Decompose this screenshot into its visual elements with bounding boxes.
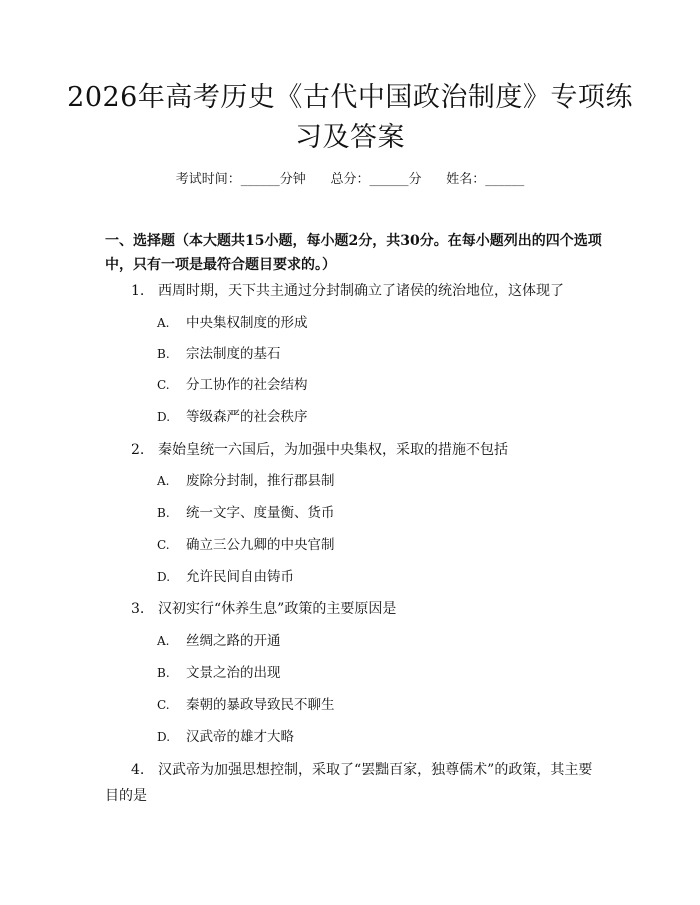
option-letter: B. [157, 506, 170, 520]
page-title: 2026年高考历史《古代中国政治制度》专项练习及答案 [67, 82, 633, 153]
option-2c[interactable] [157, 534, 335, 556]
section-heading: 一、选择题（本大题共15小题，每小题2分，共30分。在每小题列出的四个选项中，只有一项是最符合题目要求的。） [105, 233, 602, 273]
question-number: 2. [131, 442, 145, 458]
question-stem: 西周时期，天下共主通过分封制确立了诸侯的统治地位，这体现了 [158, 283, 564, 299]
option-letter: C. [157, 378, 170, 392]
exam-info-line: 考试时间：______分钟 总分：______分 姓名：______ [175, 172, 525, 187]
question-2 [131, 438, 508, 462]
option-text: 统一文字、度量衡、货币 [186, 505, 335, 521]
option-letter: D. [157, 730, 171, 744]
option-letter: A. [157, 316, 170, 330]
question-number: 1. [131, 283, 145, 299]
option-text: 确立三公九卿的中央官制 [186, 537, 335, 553]
option-text: 宗法制度的基石 [186, 346, 281, 362]
option-text: 等级森严的社会秩序 [186, 409, 308, 425]
option-text: 允许民间自由铸币 [186, 569, 294, 585]
option-1d[interactable] [157, 406, 308, 428]
question-number: 4. [131, 762, 145, 778]
question-4 [105, 757, 605, 809]
option-2b[interactable] [157, 502, 335, 524]
option-letter: D. [157, 570, 171, 584]
option-letter: B. [157, 347, 170, 361]
question-number: 3. [131, 601, 145, 617]
option-2d[interactable] [157, 566, 294, 588]
question-stem: 汉武帝为加强思想控制，采取了“罢黜百家，独尊儒术”的政策，其主要目的是 [105, 762, 593, 804]
option-text: 汉武帝的雄才大略 [186, 729, 294, 745]
option-1c[interactable] [157, 374, 308, 396]
option-text: 文景之治的出现 [186, 665, 281, 681]
option-letter: A. [157, 634, 170, 648]
question-stem: 汉初实行“休养生息”政策的主要原因是 [158, 601, 397, 617]
option-2a[interactable] [157, 470, 335, 492]
option-1a[interactable] [157, 312, 308, 334]
option-letter: C. [157, 698, 170, 712]
option-text: 秦朝的暴政导致民不聊生 [186, 697, 335, 713]
option-text: 丝绸之路的开通 [186, 633, 281, 649]
option-letter: B. [157, 666, 170, 680]
option-text: 中央集权制度的形成 [186, 315, 308, 331]
option-3c[interactable] [157, 694, 335, 716]
option-text: 废除分封制，推行郡县制 [186, 473, 335, 489]
question-stem: 秦始皇统一六国后，为加强中央集权，采取的措施不包括 [158, 442, 508, 458]
option-3a[interactable] [157, 630, 281, 652]
option-letter: A. [157, 474, 170, 488]
option-letter: C. [157, 538, 170, 552]
option-3b[interactable] [157, 662, 281, 684]
option-letter: D. [157, 410, 171, 424]
option-text: 分工协作的社会结构 [186, 377, 308, 393]
option-3d[interactable] [157, 726, 294, 748]
question-1 [131, 279, 564, 303]
option-1b[interactable] [157, 343, 281, 365]
question-3 [131, 597, 396, 621]
